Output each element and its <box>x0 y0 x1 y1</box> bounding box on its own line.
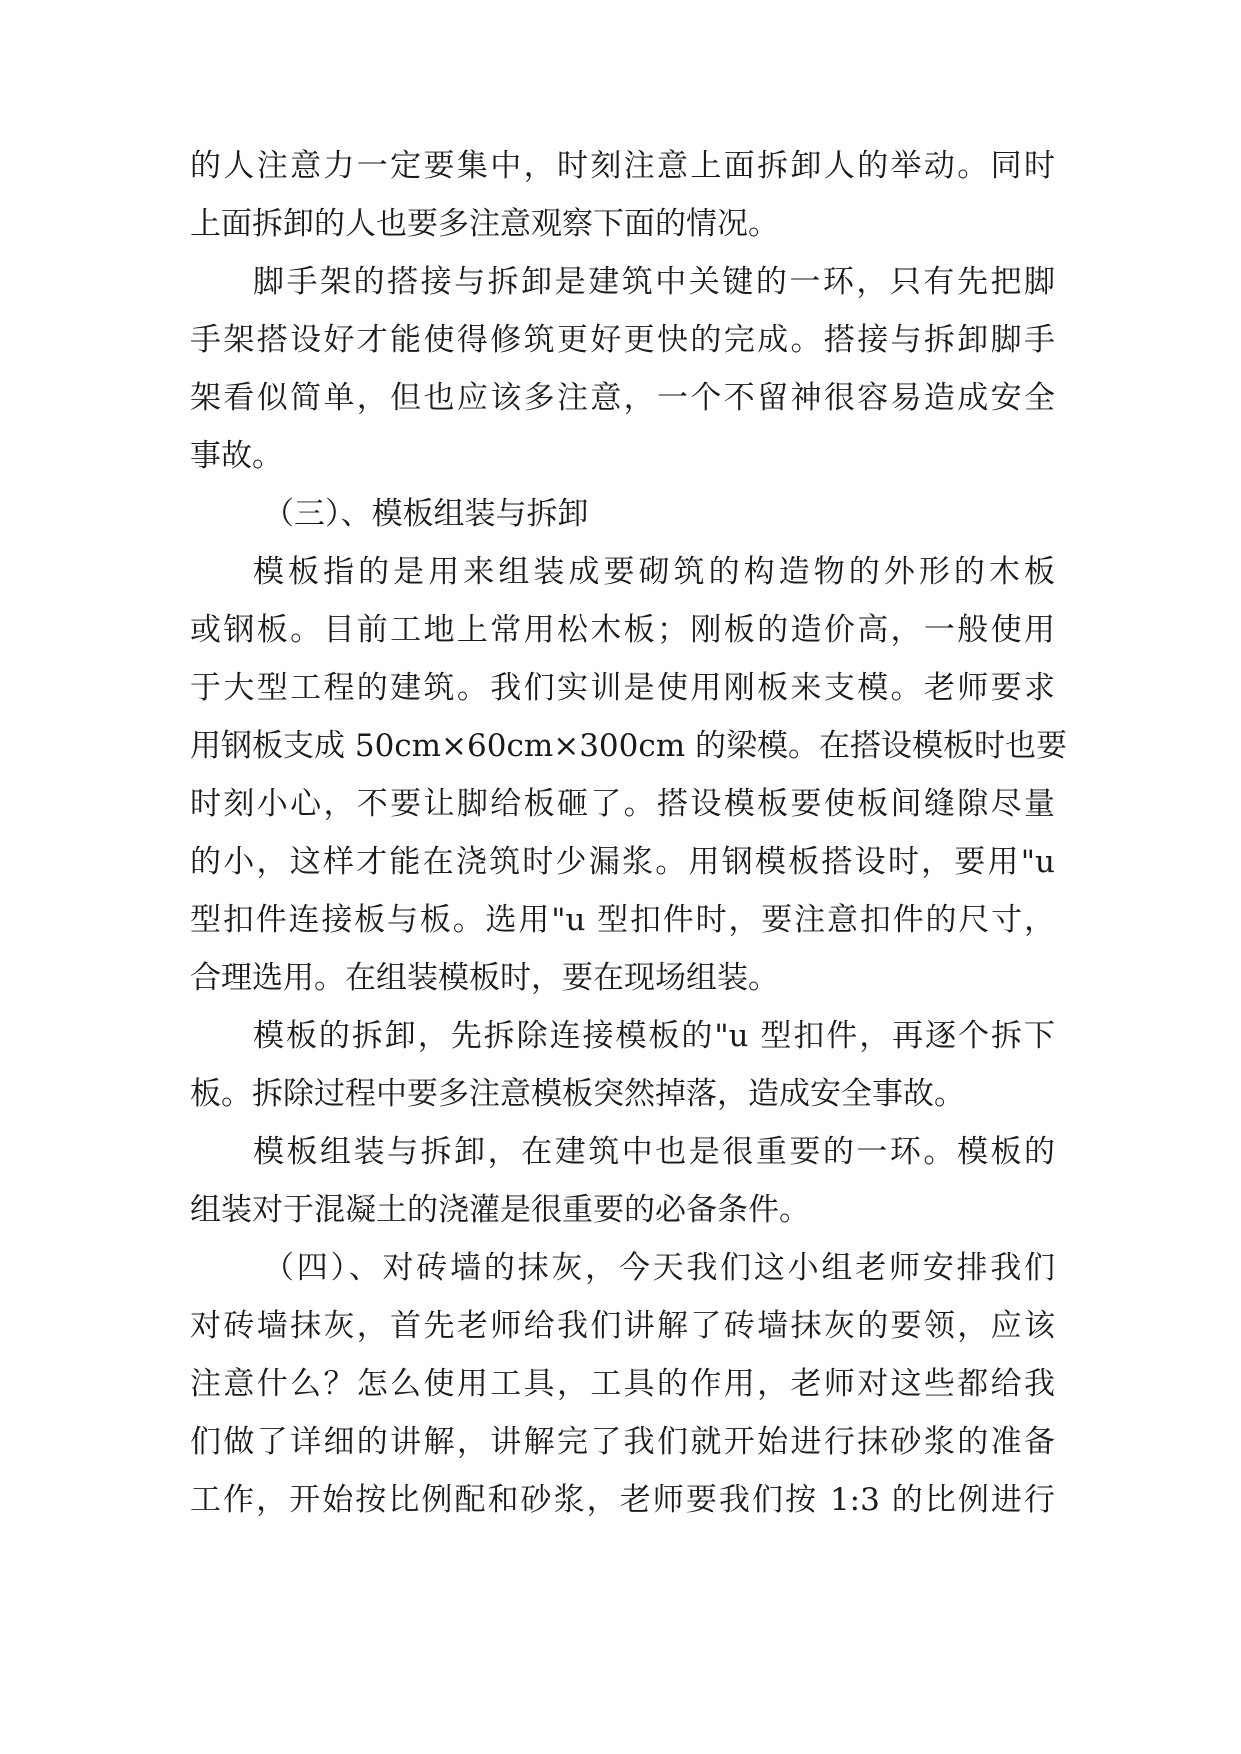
text-line: 于大型工程的建筑。我们实训是使用刚板来支模。老师要求 <box>190 670 1055 706</box>
text-line: 上面拆卸的人也要多注意观察下面的情况。 <box>190 206 779 242</box>
text-line: 的小，这样才能在浇筑时少漏浆。用钢模板搭设时，要用"u <box>190 844 1055 880</box>
text-line: （四）、对砖墙的抹灰，今天我们这小组老师安排我们 <box>263 1250 1055 1286</box>
text-line: 模板组装与拆卸，在建筑中也是很重要的一环。模板的 <box>253 1134 1055 1170</box>
text-line: 工作，开始按比例配和砂浆，老师要我们按 1:3 的比例进行 <box>190 1482 1055 1518</box>
text-line: 型扣件连接板与板。选用"u 型扣件时，要注意扣件的尺寸， <box>190 902 1055 938</box>
text-line: 注意什么？怎么使用工具，工具的作用，老师对这些都给我 <box>190 1366 1055 1402</box>
text-line: 对砖墙抹灰，首先老师给我们讲解了砖墙抹灰的要领，应该 <box>190 1308 1055 1344</box>
text-line: 的人注意力一定要集中，时刻注意上面拆卸人的举动。同时 <box>190 148 1055 184</box>
text-line: 脚手架的搭接与拆卸是建筑中关键的一环，只有先把脚 <box>253 264 1055 300</box>
text-line: 模板指的是用来组装成要砌筑的构造物的外形的木板 <box>253 554 1055 590</box>
text-line: 板。拆除过程中要多注意模板突然掉落，造成安全事故。 <box>190 1076 965 1112</box>
text-line: 模板的拆卸，先拆除连接模板的"u 型扣件，再逐个拆下 <box>253 1018 1055 1054</box>
text-line: 时刻小心，不要让脚给板砸了。搭设模板要使板间缝隙尽量 <box>190 786 1055 822</box>
text-line: 或钢板。目前工地上常用松木板；刚板的造价高，一般使用 <box>190 612 1055 648</box>
text-line: 合理选用。在组装模板时，要在现场组装。 <box>190 960 779 996</box>
text-line: 们做了详细的讲解，讲解完了我们就开始进行抹砂浆的准备 <box>190 1424 1055 1460</box>
text-line: 事故。 <box>190 438 283 474</box>
text-line: 组装对于混凝土的浇灌是很重要的必备条件。 <box>190 1192 810 1228</box>
text-line: 手架搭设好才能使得修筑更好更快的完成。搭接与拆卸脚手 <box>190 322 1055 358</box>
section-heading: （三）、模板组装与拆卸 <box>263 496 589 532</box>
text-line: 用钢板支成 50cm×60cm×300cm 的梁模。在搭设模板时也要 <box>190 728 1067 764</box>
text-line: 架看似简单，但也应该多注意，一个不留神很容易造成安全 <box>190 380 1055 416</box>
